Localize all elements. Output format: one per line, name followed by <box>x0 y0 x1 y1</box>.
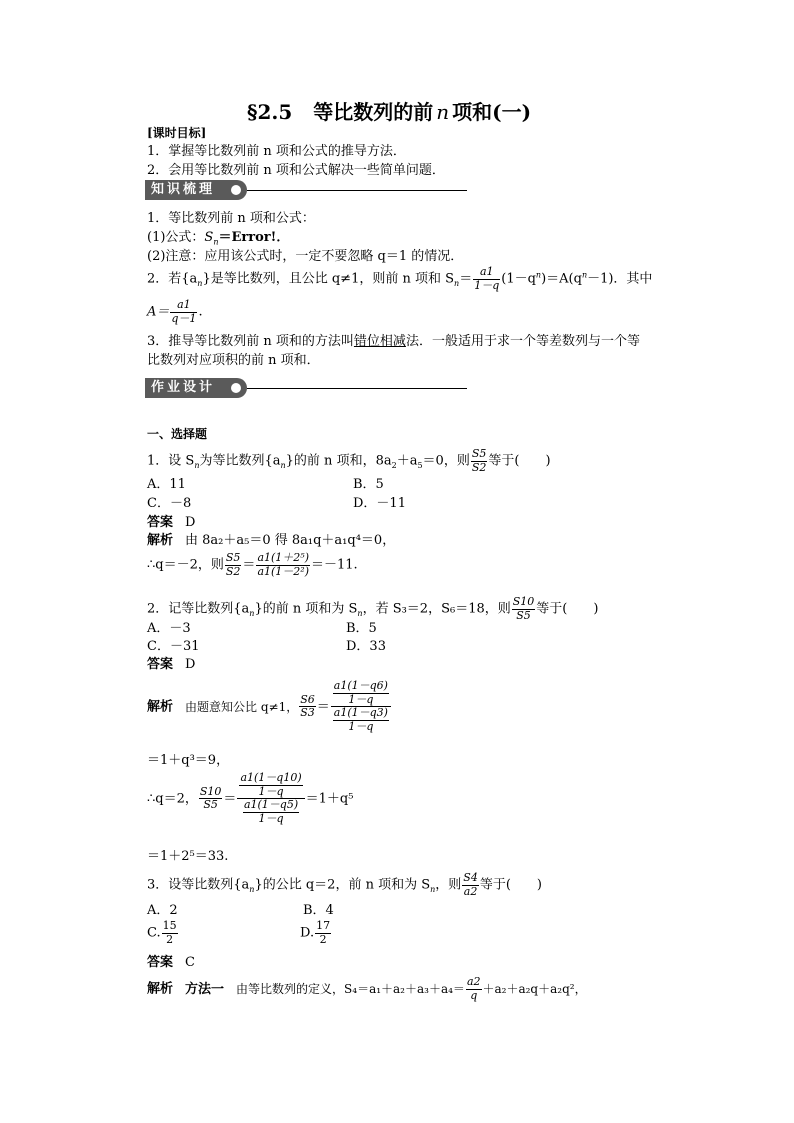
text-span: S2 <box>471 460 487 474</box>
title-rest: 项和(一) <box>452 100 532 124</box>
text-span: a1 <box>479 265 494 278</box>
q1-option-a[interactable]: A．11 <box>147 477 186 492</box>
q2-answer <box>147 658 195 671</box>
q3-answer <box>147 956 195 969</box>
bullet-dot-icon <box>231 383 241 393</box>
q2-option-a[interactable]: A．－3 <box>147 621 191 636</box>
fraction-denominator <box>237 798 304 825</box>
text-span: S <box>204 230 214 245</box>
q3-option-d[interactable] <box>300 920 332 946</box>
text-span: ＝0，则 <box>422 453 470 469</box>
text-span: 3．设等比数列{a <box>147 877 250 893</box>
text-span: a1(1－2²) <box>257 564 309 578</box>
text-span: ，若 S₃＝2，S₆＝18，则 <box>362 601 511 617</box>
text-span: ＝Error!． <box>218 230 290 245</box>
text-span: 解析 <box>147 981 174 997</box>
fraction <box>466 976 482 1002</box>
text-span: 2 <box>162 933 178 947</box>
fraction <box>333 680 389 706</box>
text-span: ＝－11. <box>310 557 358 573</box>
q2-stem: 2．记等比数列$\{a_n\}$的前 n 项和为 $S_n$，若 S₃＝2，S₆＝18，则 $\frac{S10}{S5}$ 等于( ) <box>147 595 599 622</box>
text-span: S5 <box>199 798 223 812</box>
text-span: }的公比 q＝2，前 n 项和为 S <box>254 877 431 893</box>
fraction <box>471 448 488 474</box>
knowledge-p3 <box>147 335 640 348</box>
text-span: a1(1－q10) <box>240 771 302 784</box>
text-span: 解析 <box>147 533 174 548</box>
q2-option-c[interactable]: C．－31 <box>147 639 200 654</box>
banner-rule <box>247 388 467 389</box>
fraction <box>315 920 331 946</box>
text-span: 法．一般适用于求一个等差数列与一个等 <box>405 334 640 349</box>
page-title <box>247 102 531 122</box>
text-span: a1(1－q3) <box>333 706 388 720</box>
text-span: 方法一 <box>185 981 225 997</box>
text-span: ＝ <box>223 791 237 807</box>
text-span: 由等比数列的定义，S₄＝a₁＋a₂＋a₃＋a₄＝ <box>236 982 465 997</box>
q3-stem: 3．设等比数列$\{a_n\}$的公比 q＝2，前 n 项和为 $S_n$，则 $\frac{S4}{a2}$ 等于( ) <box>147 871 542 898</box>
banner-knowledge <box>145 180 247 200</box>
compound-fraction <box>331 680 391 734</box>
text-span: S4 <box>463 871 478 884</box>
fraction <box>225 552 242 578</box>
text-span: 17 <box>316 919 331 932</box>
text-span: ＋a₂＋a₂q＋a₂q²， <box>482 982 587 997</box>
knowledge-p1a: (1)公式：$S_n=Error$!． <box>147 230 290 247</box>
text-span: a1(1＋2⁵) <box>257 551 309 564</box>
text-span: )＝A(q <box>541 271 582 287</box>
section-multiple-choice: 一、选择题 <box>147 427 208 441</box>
fraction-numerator <box>331 680 391 706</box>
text-span: ＝ <box>242 557 256 573</box>
q2-analysis-line2: ＝1＋q³＝9， <box>147 753 230 768</box>
text-span: S5 <box>512 609 536 623</box>
text-span: a1(1－q5) <box>243 798 299 812</box>
text-span: . <box>198 304 203 320</box>
text-span: D <box>185 515 196 530</box>
fraction <box>170 299 197 325</box>
text-span: 解析 <box>147 699 174 715</box>
text-span: C. <box>147 925 161 941</box>
text-span: ＋a <box>396 453 418 469</box>
text-span: ∴q＝2， <box>147 791 198 807</box>
text-span: 答案 <box>147 955 174 970</box>
text-span: S10 <box>199 784 222 798</box>
q1-option-d[interactable]: D．－11 <box>353 496 406 511</box>
text-span: S5 <box>225 551 241 564</box>
section-number: §2.5 <box>247 100 293 124</box>
q1-option-c[interactable]: C．－8 <box>147 496 192 511</box>
text-span: }的前 n 项和为 S <box>254 601 358 617</box>
text-span: 2．若{a <box>147 271 198 287</box>
text-span: ，则 <box>435 877 462 893</box>
q1-analysis-line2 <box>147 552 358 578</box>
text-span: 等于( ) <box>536 601 599 617</box>
banner-homework-label: 作业设计 <box>151 380 216 395</box>
q2-analysis-line3 <box>147 772 353 826</box>
fraction <box>299 694 316 720</box>
text-span: A＝ <box>147 304 170 320</box>
fraction <box>256 552 310 578</box>
text-span: 1－q <box>333 693 389 707</box>
q1-analysis-line1 <box>147 534 395 547</box>
text-span: 1－q <box>239 785 302 799</box>
text-span: S5 <box>471 447 487 460</box>
text-span: 答案 <box>147 515 174 530</box>
text-span: 3．推导等比数列前 n 项和的方法叫 <box>147 334 354 349</box>
text-span: D. <box>300 925 315 941</box>
q2-option-b[interactable]: B．5 <box>346 621 377 636</box>
text-span: 等于( ) <box>488 453 551 469</box>
fraction-denominator <box>331 706 391 733</box>
q3-option-b[interactable]: B．4 <box>303 903 334 918</box>
text-span: D <box>185 657 196 672</box>
text-span: 等于( ) <box>479 877 542 893</box>
text-span: a2 <box>463 884 478 898</box>
text-span: 2 <box>315 933 331 947</box>
text-span: a1 <box>177 298 191 311</box>
fraction <box>473 266 500 292</box>
banner-homework <box>145 378 247 398</box>
text-span: 由题意知公比 q≠1， <box>185 699 299 714</box>
text-span: S6 <box>300 692 315 706</box>
q2-analysis-line1 <box>147 680 392 734</box>
text-span: a1(1－q6) <box>333 679 388 692</box>
knowledge-p2-A <box>147 299 203 325</box>
fraction <box>512 596 536 622</box>
text-span: －1)．其中 <box>587 271 653 287</box>
fraction <box>239 772 302 798</box>
text-span: 1．设 S <box>147 453 195 469</box>
q2-option-d[interactable]: D．33 <box>346 639 386 654</box>
text-span: ＝ <box>459 271 473 287</box>
fraction <box>333 707 389 733</box>
fraction <box>243 799 299 825</box>
knowledge-p1b: (2)注意：应用该公式时，一定不要忽略 q＝1 的情况． <box>147 249 464 264</box>
text-span: ＝1＋q⁵ <box>305 791 354 807</box>
text-span: 1－q <box>243 812 299 826</box>
q3-option-a[interactable]: A．2 <box>147 903 178 918</box>
goal-item-1: 1．掌握等比数列前 n 项和公式的推导方法． <box>147 144 406 159</box>
q1-option-b[interactable]: B．5 <box>353 477 384 492</box>
goal-item-2: 2．会用等比数列前 n 项和公式解决一些简单问题． <box>147 163 445 178</box>
banner-knowledge-label: 知识梳理 <box>151 182 216 197</box>
text-span: 答案 <box>147 657 174 672</box>
text-span: 1－q <box>333 720 389 734</box>
knowledge-p2: 2．若$\{a_n\}$是等比数列，且公比 q≠1，则前 n 项和 $S_n=$ $\frac{a1}{1-q}$ $(1-q^n)=A(q^n-1)$．其中 <box>147 265 653 292</box>
text-span: }的前 n 项和，8a <box>285 453 392 469</box>
text-span: 1－q <box>474 278 500 292</box>
text-span: 15 <box>162 919 177 932</box>
q3-analysis <box>147 976 587 1002</box>
compound-fraction <box>237 772 304 826</box>
text-span: 为等比数列{a <box>199 453 281 469</box>
text-span: S10 <box>512 595 535 608</box>
q1-answer <box>147 516 195 529</box>
knowledge-p1: 1．等比数列前 n 项和公式： <box>147 211 315 226</box>
text-span: ＝ <box>316 699 330 715</box>
fraction <box>462 872 479 898</box>
text-span: ∴q＝－2，则 <box>147 557 224 573</box>
text-span: (1)公式： <box>147 230 205 245</box>
banner-rule <box>247 190 467 191</box>
q1-stem: 1．设 $S_n$为等比数列$\{a_n\}$的前 n 项和，$8a_2+a_5=0$，则 $\frac{S5}{S2}$ 等于( ) <box>147 447 551 474</box>
text-span: C <box>185 955 195 970</box>
text-span: S2 <box>225 564 241 578</box>
text-span: 由 8a₂＋a₅＝0 得 8a₁q＋a₁q⁴＝0， <box>185 533 396 548</box>
fraction <box>199 786 223 812</box>
title-main: 等比数列的前 <box>313 100 434 124</box>
text-span: }是等比数列，且公比 q≠1，则前 n 项和 S <box>202 271 455 287</box>
title-n: n <box>436 100 450 124</box>
text-span: q－1 <box>171 311 197 325</box>
text-span: 2．记等比数列{a <box>147 601 250 617</box>
fraction <box>162 920 178 946</box>
text-span: (1－q <box>501 271 536 287</box>
knowledge-p3-cont: 比数列对应项积的前 n 项和． <box>147 353 320 368</box>
bullet-dot-icon <box>231 185 241 195</box>
q2-analysis-line4: ＝1＋2⁵＝33. <box>147 849 229 864</box>
q3-option-c[interactable] <box>147 920 179 946</box>
text-span: q <box>466 989 482 1003</box>
fraction-numerator <box>237 772 304 798</box>
goals-heading: [课时目标] <box>147 126 207 140</box>
text-span: 错位相减 <box>353 334 406 349</box>
text-span: S3 <box>300 706 315 720</box>
text-span: a2 <box>466 975 481 988</box>
